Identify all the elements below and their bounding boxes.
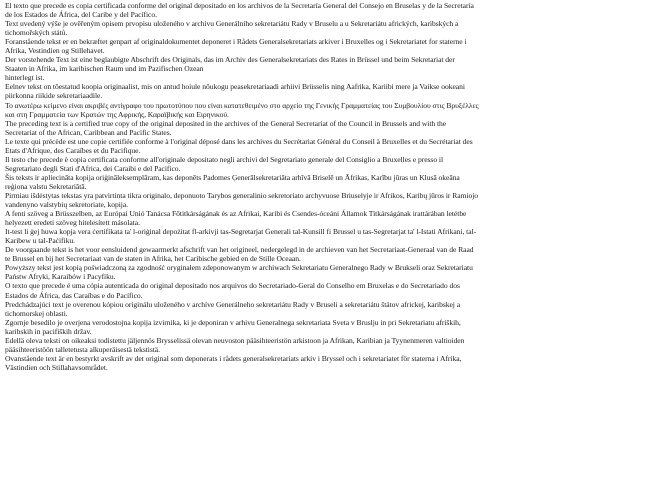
paragraph-line: O texto que precede é uma cópia autenticada do original depositado nos arquivos do Secretariado-Geral do Conselho em Bruxelas e do Secretariado dos bbox=[5, 281, 460, 291]
paragraph-line: Il testo che precede è copia certificata conforme all'originale depositato negli archivi del Segretariato generale del Consiglio a Bruxelles e presso il bbox=[5, 154, 444, 164]
paragraph-line: It-test li ġej huwa kopja vera ċertifikata ta' l-oriġinal depożitat fl-arkivji tas-Segretarjat Ġenerali tal-Kunsill fi Brussel u tas-Segretarjat ta' l-Istati Afrikani, tal- bbox=[5, 227, 477, 237]
paragraph-line: A fenti szöveg a Brüsszelben, az Európai Unió Tanácsa Főtitkárságának és az Afrikai, Karibi és Csendes-óceáni Államok Titkárságának irattárában letétbe bbox=[5, 209, 467, 219]
paragraph-line: karibskih in pacifiških držav. bbox=[5, 326, 92, 336]
paragraph-line: Ovanstående text är en bestyrkt avskrift av det original som deponerats i rådets generalsekretariats arkiv i Bryssel och i sekretariatet för staterna i Afrika, bbox=[5, 353, 462, 363]
paragraph-line: tichomořských států. bbox=[5, 28, 68, 38]
paragraph-line: Το ανωτέρω κείμενο είναι ακριβές αντίγραφο του πρωτοτύπου που είναι κατατεθειμένο στο αρχείο της Γενικής Γραμματείας του Συμβουλίου στις Βρυξέλλες bbox=[5, 100, 479, 110]
paragraph-line: vandenyno valstybių sekretoriate, kopija. bbox=[5, 200, 129, 210]
paragraph-line: Secretariat of the African, Caribbean and Pacific States. bbox=[5, 127, 172, 137]
paragraph-line: Afrika, Vestindien og Stillehavet. bbox=[5, 46, 105, 56]
paragraph-line: Text uvedený výše je ověřeným opisem prvopisu uloženého v archivu Generálního sekretariátu Rady v Bruselu a u Sekretariátu afrických, karibských a bbox=[5, 19, 459, 29]
paragraph-line: Etats d'Afrique, des Caraïbes et du Pacifique. bbox=[5, 145, 141, 155]
paragraph-line: Predchádzajúci text je overenou kópiou originálu uloženého v archíve Generálneho sekretariátu Rady v Bruseli a sekretariátu štátov africkej, karibskej a bbox=[5, 299, 461, 309]
certification-paragraph-sv bbox=[5, 354, 641, 372]
paragraph-line: Karibew u tal-Paċifiku. bbox=[5, 236, 75, 246]
certification-paragraph-nl bbox=[5, 245, 641, 263]
paragraph-line: Der vorstehende Text ist eine beglaubigte Abschrift des Originals, das im Archiv des Generalsekretariats des Rates in Brüssel und beim Sekretariat der bbox=[5, 55, 455, 65]
paragraph-line: Šis teksts ir apliecināta kopija oriģināleksemplāram, kas deponēts Padomes Ģenerālsekretariāta arhīvā Briselē un Āfrikas, Karību jūras un Klusā okeāna bbox=[5, 172, 460, 182]
paragraph-line: Pirmiau išdėstytas tekstas yra patvirtinta tikra originalo, deponuoto Tarybos generalinio sekretoriato archyvuose Briuselyje ir Afrikos, Karibų jūros ir Ramiojo bbox=[5, 190, 479, 200]
paragraph-line: και στη Γραμματεία των Κρατών της Αφρικής, Καραϊβικής και Ειρηνικού. bbox=[5, 109, 229, 119]
paragraph-line: Eelnev tekst on tõestatud koopia originaalist, mis on antud hoiule nõukogu peasekretariaadi arhiivi Brüsselis ning Aafrika, Kariibi mere ja Vaikse ookeani bbox=[5, 82, 465, 92]
paragraph-line: tichomorskej oblasti. bbox=[5, 308, 68, 318]
certification-paragraph-fr bbox=[5, 137, 641, 155]
paragraph-line: hinterlegt ist. bbox=[5, 73, 45, 83]
certification-paragraph-mt bbox=[5, 227, 641, 245]
paragraph-line: reģiona valstu Sekretariātā. bbox=[5, 181, 87, 191]
certification-paragraph-de bbox=[5, 55, 641, 82]
certification-paragraph-cs bbox=[5, 19, 641, 37]
certification-paragraph-pl bbox=[5, 263, 641, 281]
certification-paragraph-it bbox=[5, 155, 641, 173]
certification-paragraph-da bbox=[5, 37, 641, 55]
paragraph-line: De voorgaande tekst is het voor eensluidend gewaarmerkt afschrift van het origineel, nedergelegd in de archieven van het Secretariaat-Generaal van de Raad bbox=[5, 245, 474, 255]
paragraph-line: Le texte qui précède est une copie certifiée conforme à l'original déposé dans les archives du Secrétariat Général du Conseil à Bruxelles et du Secrétariat des bbox=[5, 136, 473, 146]
paragraph-line: pääsihteeristöön talletetusta alkuperäisestä tekstistä. bbox=[5, 344, 160, 354]
paragraph-line: piirkonna riikide sekretariaadile. bbox=[5, 91, 103, 101]
certification-paragraph-lt bbox=[5, 191, 641, 209]
paragraph-line: Västindien och Stillahavsområdet. bbox=[5, 362, 108, 372]
certification-paragraph-sl bbox=[5, 318, 641, 336]
certification-paragraph-el bbox=[5, 101, 641, 119]
paragraph-line: The preceding text is a certified true copy of the original deposited in the archives of the General Secretariat of the Council in Brussels and with the bbox=[5, 118, 447, 128]
paragraph-line: Segretariato degli Stati d'Africa, dei Caraibi e del Pacifico. bbox=[5, 163, 181, 173]
certification-paragraph-lv bbox=[5, 173, 641, 191]
paragraph-line: Staaten in Afrika, im karibischen Raum und im Pazifischen Ozean bbox=[5, 64, 204, 74]
paragraph-line: El texto que precede es copia certificada conforme del original depositado en los archivos de la Secretaría General del Consejo en Bruselas y de la Secretaría bbox=[5, 1, 474, 10]
certification-paragraph-sk bbox=[5, 300, 641, 318]
paragraph-line: Państw Afryki, Karaibów i Pacyfiku. bbox=[5, 272, 116, 282]
certification-paragraph-fi bbox=[5, 336, 641, 354]
paragraph-line: Zgornje besedilo je overjena verodostojna kopija izvirnika, ki je deponiran v arhivu Generalnega sekretariata Sveta v Bruslju in pri Sekretariatu afriških, bbox=[5, 317, 461, 327]
paragraph-line: Powyższy tekst jest kopią poświadczoną za zgodność oryginałem zdeponowanym w archiwach Sekretariatu Generalnego Rady w Brukseli oraz Sekretariatu bbox=[5, 263, 473, 273]
certification-paragraphs bbox=[5, 1, 641, 372]
paragraph-line: Foranstående tekst er en bekræftet genpart af originaldokumentet deponeret i Rådets Generalsekretariats arkiver i Bruxelles og i Sekretariatet for staterne i bbox=[5, 37, 467, 47]
paragraph-line: de los Estados de África, del Caribe y del Pacífico. bbox=[5, 10, 157, 20]
certification-paragraph-en bbox=[5, 119, 641, 137]
paragraph-line: Edellä oleva teksti on oikeaksi todistettu jäljennös Brysselissä olevan neuvoston pääsihteeristön arkistoon ja Afrikan, Karibian ja Tyynenmeren valtioiden bbox=[5, 335, 465, 345]
certification-paragraph-es bbox=[5, 1, 641, 19]
certification-paragraph-pt bbox=[5, 281, 641, 299]
paragraph-line: helyezett eredeti szöveg hitelesített másolata. bbox=[5, 218, 140, 228]
paragraph-line: Estados de África, das Caraíbas e do Pacífico. bbox=[5, 290, 143, 300]
paragraph-line: te Brussel en bij het Secretariaat van de staten in Afrika, het Caribische gebied en de Stille Oceaan. bbox=[5, 254, 301, 264]
certification-paragraph-hu bbox=[5, 209, 641, 227]
certification-paragraph-et bbox=[5, 82, 641, 100]
